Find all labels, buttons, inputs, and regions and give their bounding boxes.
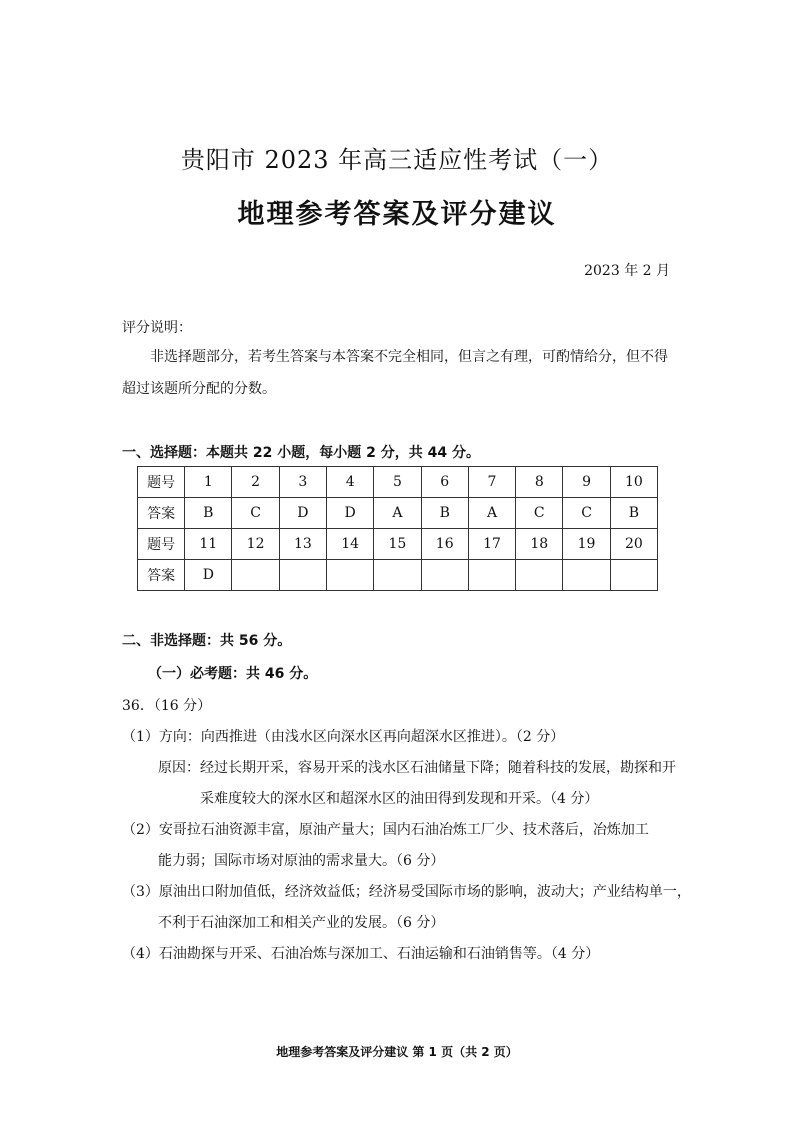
table-cell xyxy=(516,560,563,591)
q36-p1-line1: （1）方向：向西推进（由浅水区向深水区再向超深水区推进）。（2 分） xyxy=(122,729,565,745)
scoring-notes-text-2: 超过该题所分配的分数。 xyxy=(122,381,276,397)
answer-table xyxy=(137,466,658,591)
table-cell: A xyxy=(468,498,515,529)
table-row-header-cell: 题号 xyxy=(138,529,185,560)
table-cell: 14 xyxy=(327,529,374,560)
table-row xyxy=(138,560,658,591)
q36-p2-line1: （2）安哥拉石油资源丰富，原油产量大；国内石油冶炼工厂少、技术落后，冶炼加工 xyxy=(122,822,649,838)
q36-p3-line2: 不利于石油深加工和相关产业的发展。（6 分） xyxy=(158,915,445,931)
table-cell: 15 xyxy=(374,529,421,560)
q36-p3-line1: （3）原油出口附加值低，经济效益低；经济易受国际市场的影响，波动大；产业结构单一， xyxy=(122,884,691,900)
table-cell xyxy=(232,560,279,591)
table-cell: B xyxy=(185,498,232,529)
table-cell xyxy=(610,560,657,591)
table-cell: 11 xyxy=(185,529,232,560)
table-cell: 20 xyxy=(610,529,657,560)
table-cell: 2 xyxy=(232,467,279,498)
table-cell: 18 xyxy=(516,529,563,560)
table-cell: 9 xyxy=(563,467,610,498)
table-cell: 6 xyxy=(421,467,468,498)
q36-header: 36．（16 分） xyxy=(122,698,212,714)
table-cell xyxy=(468,560,515,591)
table-cell: 10 xyxy=(610,467,657,498)
table-cell: A xyxy=(374,498,421,529)
table-cell: 16 xyxy=(421,529,468,560)
table-cell xyxy=(279,560,326,591)
page-footer: 地理参考答案及评分建议 第 1 页（共 2 页） xyxy=(276,1045,518,1059)
table-cell xyxy=(374,560,421,591)
table-cell: C xyxy=(232,498,279,529)
table-cell: 12 xyxy=(232,529,279,560)
table-cell: 7 xyxy=(468,467,515,498)
document-date: 2023 年 2 月 xyxy=(584,263,670,279)
table-cell xyxy=(421,560,468,591)
table-cell: 1 xyxy=(185,467,232,498)
table-cell: 3 xyxy=(279,467,326,498)
scoring-notes-label: 评分说明： xyxy=(122,320,192,336)
q36-p1-line2: 原因：经过长期开采，容易开采的浅水区石油储量下降；随着科技的发展，勘探和开 xyxy=(158,760,676,776)
table-row xyxy=(138,467,658,498)
q36-p4-line1: （4）石油勘探与开采、石油冶炼与深加工、石油运输和石油销售等。（4 分） xyxy=(122,946,600,962)
table-row xyxy=(138,498,658,529)
table-cell: B xyxy=(610,498,657,529)
table-cell: D xyxy=(327,498,374,529)
table-cell: C xyxy=(563,498,610,529)
table-cell xyxy=(563,560,610,591)
scoring-notes-text-1: 非选择题部分，若考生答案与本答案不完全相同，但言之有理，可酌情给分，但不得 xyxy=(150,349,668,365)
table-cell: D xyxy=(185,560,232,591)
table-cell: 19 xyxy=(563,529,610,560)
table-cell: 17 xyxy=(468,529,515,560)
table-row-header-cell: 答案 xyxy=(138,498,185,529)
q36-p1-line3: 采难度较大的深水区和超深水区的油田得到发现和开采。（4 分） xyxy=(200,791,599,807)
table-cell: D xyxy=(279,498,326,529)
q36-p2-line2: 能力弱；国际市场对原油的需求量大。（6 分） xyxy=(158,853,445,869)
exam-title: 贵阳市 2023 年高三适应性考试（一） xyxy=(180,146,614,174)
document-subtitle: 地理参考答案及评分建议 xyxy=(237,199,557,230)
table-cell: 5 xyxy=(374,467,421,498)
table-cell: 4 xyxy=(327,467,374,498)
table-row xyxy=(138,529,658,560)
table-row-header-cell: 答案 xyxy=(138,560,185,591)
section2-subheading: （一）必考题：共 46 分。 xyxy=(148,666,318,682)
table-cell: 8 xyxy=(516,467,563,498)
table-cell xyxy=(327,560,374,591)
table-cell: C xyxy=(516,498,563,529)
section2-heading: 二、非选择题：共 56 分。 xyxy=(122,633,292,649)
table-cell: B xyxy=(421,498,468,529)
table-row-header-cell: 题号 xyxy=(138,467,185,498)
section1-heading: 一、选择题：本题共 22 小题，每小题 2 分，共 44 分。 xyxy=(122,445,480,461)
table-cell: 13 xyxy=(279,529,326,560)
